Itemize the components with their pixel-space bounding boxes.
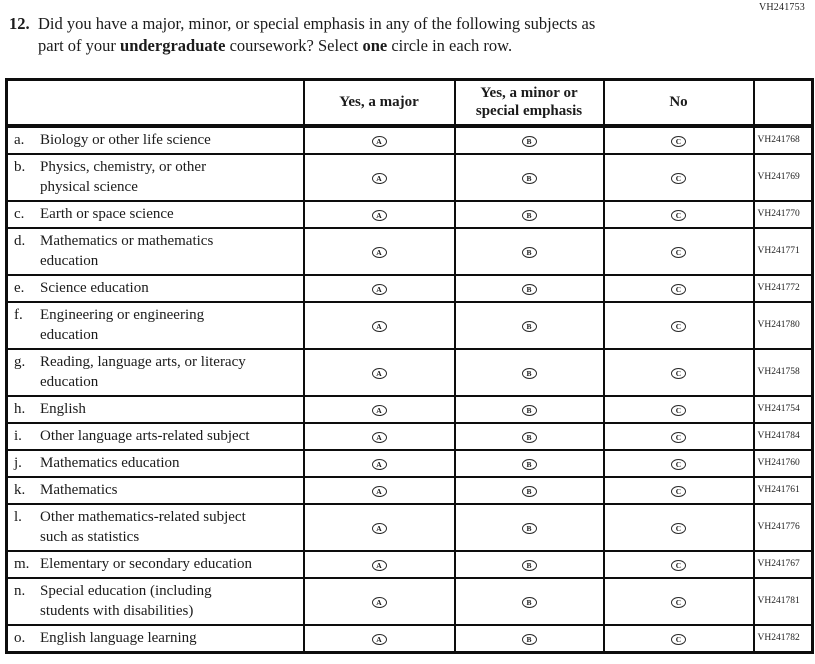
bubble-yes-major[interactable]: A <box>372 486 387 497</box>
bubble-yes-major[interactable]: A <box>372 136 387 147</box>
subject-label-wrap <box>14 581 299 621</box>
subject-label-wrap <box>14 507 299 547</box>
bubble-yes-major[interactable]: A <box>372 173 387 184</box>
row-letter: f. <box>14 306 23 323</box>
cell-yes-major <box>304 551 455 578</box>
subject-cell <box>7 551 304 578</box>
cell-yes-minor <box>455 578 604 625</box>
row-label: English language learning <box>40 629 197 646</box>
cell-yes-minor <box>455 396 604 423</box>
row-label: Earth or space science <box>40 205 174 222</box>
subject-label-wrap <box>14 480 299 500</box>
cell-yes-minor <box>455 504 604 551</box>
bubble-yes-minor[interactable]: B <box>522 459 537 470</box>
cell-yes-major <box>304 275 455 302</box>
bubble-yes-major[interactable]: A <box>372 459 387 470</box>
row-accession-code: VH241772 <box>754 275 813 302</box>
row-accession-code: VH241784 <box>754 423 813 450</box>
header-yes-minor: Yes, a minor or special emphasis <box>455 80 604 126</box>
table-row <box>7 349 813 396</box>
cell-no <box>604 477 754 504</box>
row-label: Engineering or engineering education <box>40 306 205 343</box>
question-line2-mid: coursework? Select <box>225 36 363 55</box>
subject-cell <box>7 228 304 275</box>
bubble-no[interactable]: C <box>671 247 686 258</box>
question-text <box>38 13 595 57</box>
subject-cell <box>7 450 304 477</box>
question-line2-end: circle in each row. <box>387 36 513 55</box>
bubble-no[interactable]: C <box>671 523 686 534</box>
bubble-yes-minor[interactable]: B <box>522 597 537 608</box>
table-row <box>7 477 813 504</box>
subject-cell <box>7 201 304 228</box>
row-label: Mathematics or mathematics education <box>40 232 214 269</box>
bubble-yes-major[interactable]: A <box>372 405 387 416</box>
subject-label-wrap <box>14 157 299 197</box>
cell-yes-minor <box>455 201 604 228</box>
bubble-no[interactable]: C <box>671 432 686 443</box>
bubble-yes-major[interactable]: A <box>372 368 387 379</box>
subject-label-wrap <box>14 130 299 150</box>
cell-yes-major <box>304 578 455 625</box>
row-letter: g. <box>14 353 26 370</box>
cell-yes-major <box>304 201 455 228</box>
subject-label-wrap <box>14 352 299 392</box>
bubble-yes-minor[interactable]: B <box>522 560 537 571</box>
row-accession-code: VH241767 <box>754 551 813 578</box>
bubble-yes-minor[interactable]: B <box>522 173 537 184</box>
bubble-no[interactable]: C <box>671 284 686 295</box>
row-accession-code: VH241781 <box>754 578 813 625</box>
question-line-1: Did you have a major, minor, or special emphasis in any of the following subjects as <box>38 14 596 33</box>
cell-yes-minor <box>455 349 604 396</box>
row-label: Science education <box>40 279 149 296</box>
subject-cell <box>7 423 304 450</box>
cell-yes-major <box>304 302 455 349</box>
subject-cell <box>7 275 304 302</box>
table-row <box>7 450 813 477</box>
row-letter: o. <box>14 629 26 646</box>
cell-yes-minor <box>455 477 604 504</box>
cell-yes-minor <box>455 551 604 578</box>
table-row <box>7 504 813 551</box>
bubble-yes-minor[interactable]: B <box>522 210 537 221</box>
bubble-yes-major[interactable]: A <box>372 597 387 608</box>
cell-no <box>604 275 754 302</box>
subject-label-wrap <box>14 628 299 648</box>
bubble-no[interactable]: C <box>671 486 686 497</box>
row-letter: k. <box>14 481 26 498</box>
question-bold-undergraduate: undergraduate <box>120 36 226 55</box>
row-letter: j. <box>14 454 22 471</box>
bubble-yes-major[interactable]: A <box>372 560 387 571</box>
question-line2-pre: part of your <box>38 36 121 55</box>
cell-yes-minor <box>455 126 604 154</box>
table-header <box>7 80 813 126</box>
bubble-yes-minor[interactable]: B <box>522 136 537 147</box>
row-accession-code: VH241761 <box>754 477 813 504</box>
table-row <box>7 302 813 349</box>
bubble-yes-minor[interactable]: B <box>522 284 537 295</box>
cell-yes-minor <box>455 423 604 450</box>
table-row <box>7 154 813 201</box>
row-accession-code: VH241768 <box>754 126 813 154</box>
table-body <box>7 126 813 653</box>
row-label: Other mathematics-related subject such as statistics <box>40 508 246 545</box>
cell-yes-major <box>304 349 455 396</box>
row-accession-code: VH241782 <box>754 625 813 653</box>
cell-no <box>604 423 754 450</box>
row-label: Reading, language arts, or literacy education <box>40 353 246 390</box>
cell-yes-minor <box>455 302 604 349</box>
page-accession-code: VH241753 <box>758 2 805 13</box>
table-row <box>7 423 813 450</box>
bubble-yes-major[interactable]: A <box>372 247 387 258</box>
cell-no <box>604 578 754 625</box>
row-letter: m. <box>14 555 30 572</box>
header-row <box>7 80 813 126</box>
subject-cell <box>7 302 304 349</box>
cell-yes-minor <box>455 625 604 653</box>
row-letter: e. <box>14 279 25 296</box>
bubble-no[interactable]: C <box>671 560 686 571</box>
bubble-yes-minor[interactable]: B <box>522 247 537 258</box>
cell-no <box>604 228 754 275</box>
cell-yes-major <box>304 126 455 154</box>
row-label: Biology or other life science <box>40 131 211 148</box>
bubble-yes-major[interactable]: A <box>372 284 387 295</box>
subject-cell <box>7 477 304 504</box>
subject-cell <box>7 578 304 625</box>
table-row <box>7 126 813 154</box>
cell-no <box>604 551 754 578</box>
bubble-no[interactable]: C <box>671 459 686 470</box>
bubble-no[interactable]: C <box>671 173 686 184</box>
row-letter: i. <box>14 427 22 444</box>
subject-label-wrap <box>14 204 299 224</box>
subject-label-wrap <box>14 231 299 271</box>
bubble-yes-major[interactable]: A <box>372 321 387 332</box>
cell-yes-major <box>304 228 455 275</box>
row-letter: d. <box>14 232 26 249</box>
row-letter: a. <box>14 131 25 148</box>
bubble-no[interactable]: C <box>671 368 686 379</box>
header-yes-major: Yes, a major <box>304 80 455 126</box>
bubble-yes-minor[interactable]: B <box>522 634 537 645</box>
bubble-yes-minor[interactable]: B <box>522 523 537 534</box>
row-label: Other language arts-related subject <box>40 427 250 444</box>
question-bold-one: one <box>362 36 388 55</box>
table-row <box>7 275 813 302</box>
row-letter: h. <box>14 400 26 417</box>
row-accession-code: VH241780 <box>754 302 813 349</box>
question-12 <box>0 0 815 57</box>
cell-no <box>604 504 754 551</box>
row-letter: b. <box>14 158 26 175</box>
bubble-yes-minor[interactable]: B <box>522 368 537 379</box>
cell-no <box>604 625 754 653</box>
cell-no <box>604 126 754 154</box>
row-accession-code: VH241776 <box>754 504 813 551</box>
row-accession-code: VH241760 <box>754 450 813 477</box>
cell-yes-minor <box>455 450 604 477</box>
cell-no <box>604 396 754 423</box>
cell-yes-minor <box>455 275 604 302</box>
table-row <box>7 396 813 423</box>
cell-yes-minor <box>455 228 604 275</box>
row-letter: n. <box>14 582 26 599</box>
row-accession-code: VH241769 <box>754 154 813 201</box>
row-accession-code: VH241771 <box>754 228 813 275</box>
row-accession-code: VH241770 <box>754 201 813 228</box>
row-accession-code: VH241754 <box>754 396 813 423</box>
row-letter: l. <box>14 508 22 525</box>
row-letter: c. <box>14 205 25 222</box>
cell-no <box>604 201 754 228</box>
cell-yes-major <box>304 477 455 504</box>
subject-label-wrap <box>14 426 299 446</box>
subjects-table <box>5 78 814 654</box>
subject-cell <box>7 126 304 154</box>
cell-yes-major <box>304 423 455 450</box>
bubble-no[interactable]: C <box>671 597 686 608</box>
header-empty-code <box>754 80 813 126</box>
cell-no <box>604 154 754 201</box>
question-number: 12. <box>9 14 30 33</box>
table-row <box>7 625 813 653</box>
header-empty-subject <box>7 80 304 126</box>
cell-no <box>604 450 754 477</box>
cell-yes-major <box>304 504 455 551</box>
bubble-yes-minor[interactable]: B <box>522 486 537 497</box>
bubble-yes-major[interactable]: A <box>372 634 387 645</box>
bubble-no[interactable]: C <box>671 136 686 147</box>
bubble-no[interactable]: C <box>671 210 686 221</box>
question-line-2 <box>38 35 595 57</box>
bubble-yes-major[interactable]: A <box>372 523 387 534</box>
bubble-yes-minor[interactable]: B <box>522 405 537 416</box>
subject-cell <box>7 625 304 653</box>
subject-cell <box>7 396 304 423</box>
bubble-yes-major[interactable]: A <box>372 210 387 221</box>
subject-cell <box>7 154 304 201</box>
row-label: English <box>40 400 86 417</box>
bubble-yes-minor[interactable]: B <box>522 432 537 443</box>
cell-no <box>604 302 754 349</box>
bubble-no[interactable]: C <box>671 321 686 332</box>
subject-label-wrap <box>14 305 299 345</box>
bubble-yes-minor[interactable]: B <box>522 321 537 332</box>
subject-label-wrap <box>14 554 299 574</box>
bubble-yes-major[interactable]: A <box>372 432 387 443</box>
cell-yes-minor <box>455 154 604 201</box>
table-row <box>7 551 813 578</box>
cell-no <box>604 349 754 396</box>
subject-label-wrap <box>14 278 299 298</box>
header-no: No <box>604 80 754 126</box>
cell-yes-major <box>304 396 455 423</box>
row-label: Mathematics <box>40 481 118 498</box>
row-accession-code: VH241758 <box>754 349 813 396</box>
table-row <box>7 578 813 625</box>
cell-yes-major <box>304 450 455 477</box>
table-row <box>7 228 813 275</box>
subject-label-wrap <box>14 453 299 473</box>
subject-cell <box>7 504 304 551</box>
table-row <box>7 201 813 228</box>
subject-cell <box>7 349 304 396</box>
bubble-no[interactable]: C <box>671 634 686 645</box>
row-label: Mathematics education <box>40 454 180 471</box>
row-label: Special education (including students with disabilities) <box>40 582 212 619</box>
cell-yes-major <box>304 154 455 201</box>
row-label: Elementary or secondary education <box>40 555 252 572</box>
subject-label-wrap <box>14 399 299 419</box>
row-label: Physics, chemistry, or other physical science <box>40 158 207 195</box>
cell-yes-major <box>304 625 455 653</box>
bubble-no[interactable]: C <box>671 405 686 416</box>
